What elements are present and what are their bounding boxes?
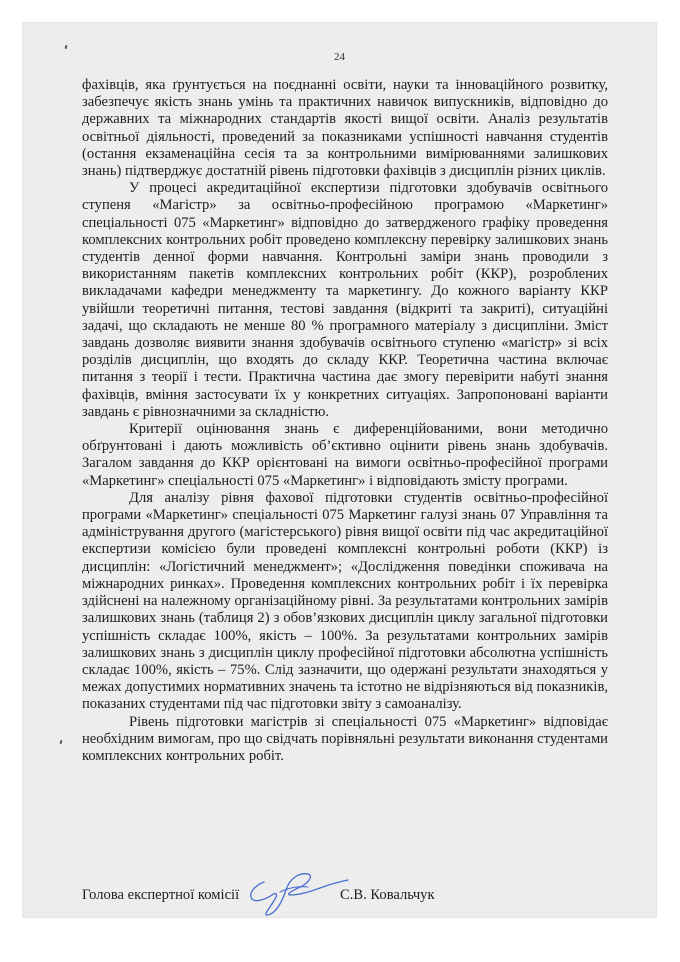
- scan-speck: [60, 740, 63, 744]
- scan-speck: [65, 45, 68, 49]
- handwritten-signature: [242, 868, 352, 920]
- paragraph-continuation: фахівців, яка ґрунтується на поєднанні освіти, науки та інноваційного розвитку, забезпечує якість знань умінь та практичних навичок випускників, відповідно до державних та міжнародних стандартів якості вищої освіти. Аналіз результатів освітньої діяльності, проведений за показниками успішності навчання студентів (остання екзаменаційна сесія та за контрольними вимірюваннями залишкових знань) підтверджує достатній рівень підготовки фахівців з дисциплін різних циклів.: [82, 77, 608, 180]
- signatory-title: Голова експертної комісії: [82, 887, 240, 903]
- paragraph-accreditation-process: У процесі акредитаційної експертизи підготовки здобувачів освітнього ступеня «Магістр» за освітньо-професійною програмою «Маркетинг» спеціальності 075 «Маркетинг» відповідно до затвердженого графіку проведення комплексних контрольних робіт проведено комплексну перевірку залишкових знань студентів денної форми навчання. Контрольні заміри знань проводили з використанням пакетів комплексних контрольних робіт (ККР), розроблених викладачами кафедри менеджменту та маркетингу. До кожного варіанту ККР увійшли теоретичні питання, тестові завдання (відкриті та закриті), ситуаційні задачі, що складають не менше 80 % програмного матеріалу з дисципліни. Зміст завдань дозволяє виявити знання здобувачів освітнього ступеню «магістр» зі всіх розділів дисциплін, що входять до складу ККР. Теоретична частина включає питання з теорії і тести. Практична частина дає змогу перевірити набуті знання фахівців, вміння застосувати їх у конкретних ситуаціях. Запропоновані варіанти завдань є рівнозначними за складністю.: [82, 180, 608, 420]
- page-number: 24: [334, 51, 345, 63]
- paragraph-analysis-results: Для аналізу рівня фахової підготовки студентів освітньо-професійної програми «Маркетинг» спеціальності 075 Маркетинг галузі знань 07 Управління та адміністрування другого (магістерського) рівня вищої освіти під час акредитаційної експертизи комісією були проведені комплексні контрольні роботи (ККР) із дисциплін: «Логістичний менеджмент»; «Дослідження поведінки споживача на міжнародних ринках». Проведення комплексних контрольних робіт і їх перевірка здійснені на належному організаційному рівні. За результатами контрольних замірів залишкових знань (таблиця 2) з обов’язкових дисциплін циклу загальної підготовки успішність складає 100%, якість – 100%. За результатами контрольних замірів залишкових знань з дисциплін циклу професійної підготовки абсолютна успішність складає 100%, якість – 75%. Слід зазначити, що одержані результати знаходяться у межах допустимих нормативних значень та істотно не відрізняються від показників, показаних студентами під час підготовки звіту з самоаналізу.: [82, 489, 608, 713]
- document-page: [22, 22, 657, 918]
- signatory-name: С.В. Ковальчук: [340, 887, 435, 903]
- signature-block: [82, 872, 608, 922]
- paragraph-assessment-criteria: Критерії оцінювання знань є диференційованими, вони методично обґрунтовані і дають можливість об’єктивно оцінити рівень знань здобувачів. Загалом завдання до ККР орієнтовані на вимоги освітньо-професійної програми «Маркетинг» спеціальності 075 «Маркетинг» і відповідають змісту програми.: [82, 421, 608, 489]
- paragraph-conclusion: Рівень підготовки магістрів зі спеціальності 075 «Маркетинг» відповідає необхідним вимогам, про що свідчать порівняльні результати виконання студентами комплексних контрольних робіт.: [82, 713, 608, 764]
- document-body: [82, 77, 608, 765]
